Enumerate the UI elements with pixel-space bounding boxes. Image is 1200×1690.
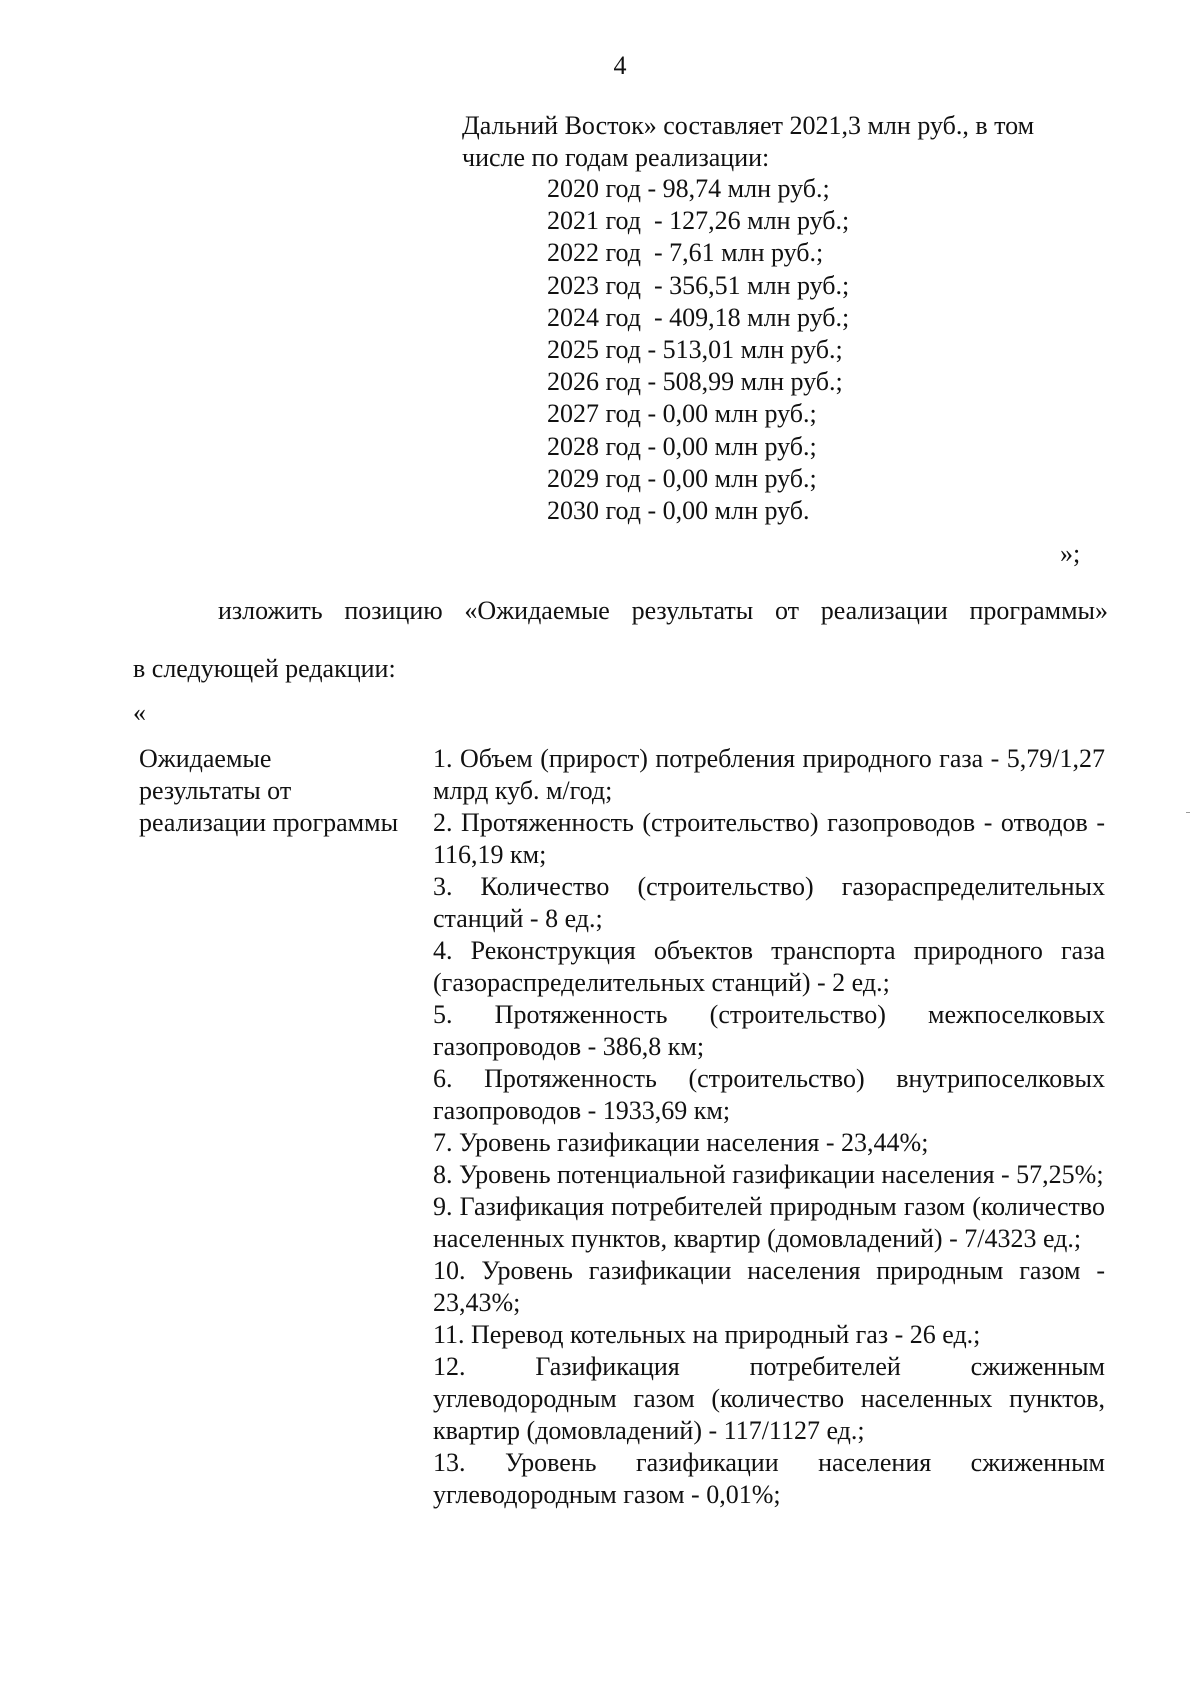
year-line-2025: 2025 год - 513,01 млн руб.; [547,334,843,364]
result-item-8: 8. Уровень потенциальной газификации населения - 57,25%; [433,1160,1104,1189]
scan-artifact-mark [1186,812,1190,813]
position-label-line-1: Ожидаемые [139,744,272,773]
instruction-line-2: в следующей редакции: [133,654,396,683]
page-number: 4 [613,51,627,80]
result-item-12: 12. Газификация потребителей сжиженным углеводородным газом (количество населенных пунктов, квартир (домовладений) - 117/1127 ед.; [433,1352,1105,1445]
result-item-5: 5. Протяженность (строительство) межпоселковых газопроводов - 386,8 км; [433,1000,1105,1061]
result-item-11: 11. Перевод котельных на природный газ - 26 ед.; [433,1320,981,1349]
result-item-13: 13. Уровень газификации населения сжиженным углеводородным газом - 0,01%; [433,1448,1105,1509]
funding-by-year-list [547,173,1047,527]
year-line-2023: 2023 год - 356,51 млн руб.; [547,270,850,300]
result-item-6: 6. Протяженность (строительство) внутрипоселковых газопроводов - 1933,69 км; [433,1064,1105,1125]
year-line-2021: 2021 год - 127,26 млн руб.; [547,206,850,236]
expected-results-list [433,743,1105,1511]
result-item-2: 2. Протяженность (строительство) газопроводов - отводов - 116,19 км; [433,808,1105,869]
result-item-7: 7. Уровень газификации населения - 23,44%; [433,1128,929,1157]
year-line-2020: 2020 год - 98,74 млн руб.; [547,174,830,203]
result-item-3: 3. Количество (строительство) газораспределительных станций - 8 ед.; [433,872,1105,933]
position-label-line-3: реализации программы [139,808,399,837]
year-line-2029: 2029 год - 0,00 млн руб.; [547,463,817,493]
position-label-line-2: результаты от [139,776,292,805]
position-label [139,743,429,839]
year-line-2024: 2024 год - 409,18 млн руб.; [547,302,850,332]
intro-paragraph: Дальний Восток» составляет 2021,3 млн руб., в том числе по годам реализации: [462,111,1035,172]
result-item-9: 9. Газификация потребителей природным газом (количество населенных пунктов, квартир (домовладений) - 7/4323 ед.; [433,1192,1105,1253]
year-line-2027: 2027 год - 0,00 млн руб.; [547,399,817,429]
result-item-1: 1. Объем (прирост) потребления природного газа - 5,79/1,27 млрд куб. м/год; [433,744,1105,805]
year-line-2028: 2028 год - 0,00 млн руб.; [547,431,817,461]
amendment-instruction [133,582,1108,698]
opening-quote: « [133,698,146,727]
year-line-2026: 2026 год - 508,99 млн руб.; [547,367,843,397]
result-item-10: 10. Уровень газификации населения природным газом - 23,43%; [433,1256,1105,1317]
result-item-4: 4. Реконструкция объектов транспорта природного газа (газораспределительных станций) - 2 ед.; [433,936,1105,997]
year-line-2022: 2022 год - 7,61 млн руб.; [547,238,824,268]
year-line-2030: 2030 год - 0,00 млн руб. [547,495,810,525]
closing-quote: »; [1060,539,1081,568]
instruction-line-1: изложить позицию «Ожидаемые результаты от реализации программы» [218,596,1108,625]
